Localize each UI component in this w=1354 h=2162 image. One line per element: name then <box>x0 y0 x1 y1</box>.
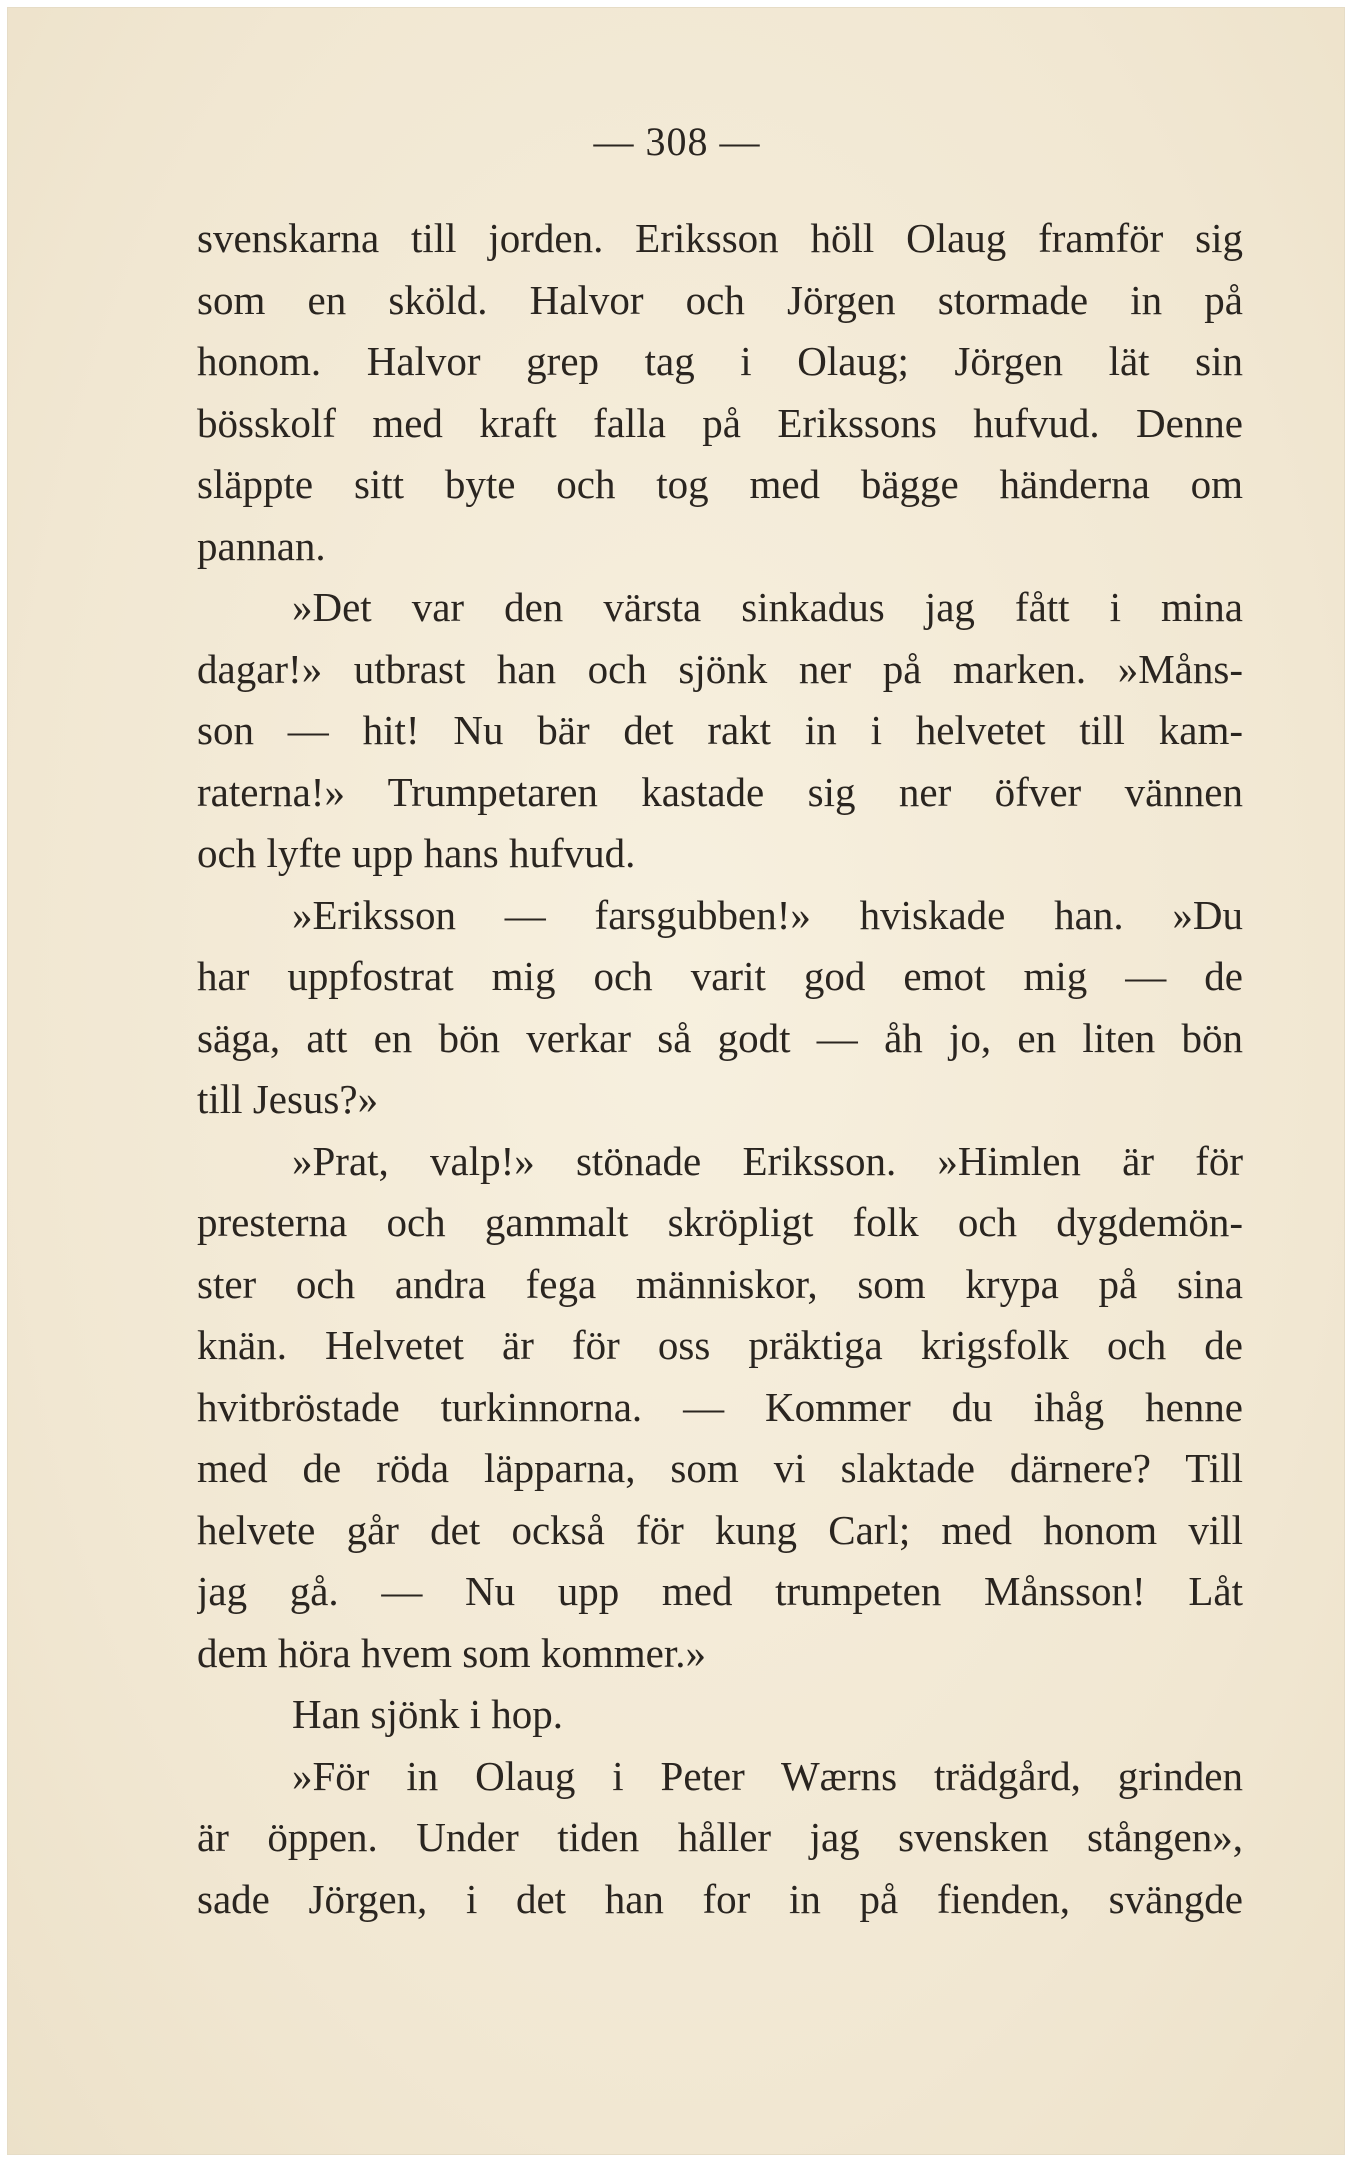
text-line: presterna och gammalt skröpligt folk och dygdemön- <box>197 1199 1243 1245</box>
text-line: Han sjönk i hop. <box>292 1691 564 1737</box>
text-line: hvitbröstade turkinnorna. — Kommer du ihåg henne <box>197 1383 1243 1430</box>
page-number: — 308 — <box>593 119 761 164</box>
text-line: »Prat, valp!» stönade Eriksson. »Himlen är för <box>292 1137 1243 1184</box>
text-line: »Eriksson — farsgubben!» hviskade han. »Du <box>292 891 1243 938</box>
text-line: raterna!» Trumpetaren kastade sig ner öfver vännen <box>197 768 1243 815</box>
text-line: som en sköld. Halvor och Jörgen stormade in på <box>197 276 1243 323</box>
text-line: är öppen. Under tiden håller jag svensken stången», <box>197 1814 1243 1860</box>
text-line: knän. Helvetet är för oss präktiga krigsfolk och de <box>197 1322 1243 1368</box>
text-line: ster och andra fega människor, som krypa på sina <box>197 1260 1243 1307</box>
text-line: dem höra hvem som kommer.» <box>197 1629 706 1676</box>
text-line: sade Jörgen, i det han for in på fienden, svängde <box>197 1875 1243 1922</box>
text-line: »Det var den värsta sinkadus jag fått i mina <box>292 584 1243 630</box>
text-line: bösskolf med kraft falla på Erikssons hufvud. Denne <box>197 399 1243 446</box>
text-line: släppte sitt byte och tog med bägge händerna om <box>197 461 1243 507</box>
body-text <box>197 208 1243 1930</box>
text-line: och lyfte upp hans hufvud. <box>197 830 636 876</box>
text-line: »För in Olaug i Peter Wærns trädgård, grinden <box>292 1752 1243 1799</box>
text-line: har uppfostrat mig och varit god emot mig — de <box>197 953 1243 999</box>
text-line: jag gå. — Nu upp med trumpeten Månsson! Låt <box>197 1568 1243 1614</box>
text-line: säga, att en bön verkar så godt — åh jo, en liten bön <box>197 1014 1243 1061</box>
text-line: dagar!» utbrast han och sjönk ner på marken. »Måns- <box>197 645 1243 692</box>
text-line: helvete går det också för kung Carl; med honom vill <box>197 1506 1243 1553</box>
text-line: med de röda läpparna, som vi slaktade därnere? Till <box>197 1445 1243 1491</box>
text-line: honom. Halvor grep tag i Olaug; Jörgen lät sin <box>197 338 1243 384</box>
text-line: till Jesus?» <box>197 1076 379 1122</box>
text-line: son — hit! Nu bär det rakt in i helvetet till kam- <box>197 707 1243 753</box>
text-line: pannan. <box>197 522 326 569</box>
text-line: svenskarna till jorden. Eriksson höll Olaug framför sig <box>197 215 1243 261</box>
